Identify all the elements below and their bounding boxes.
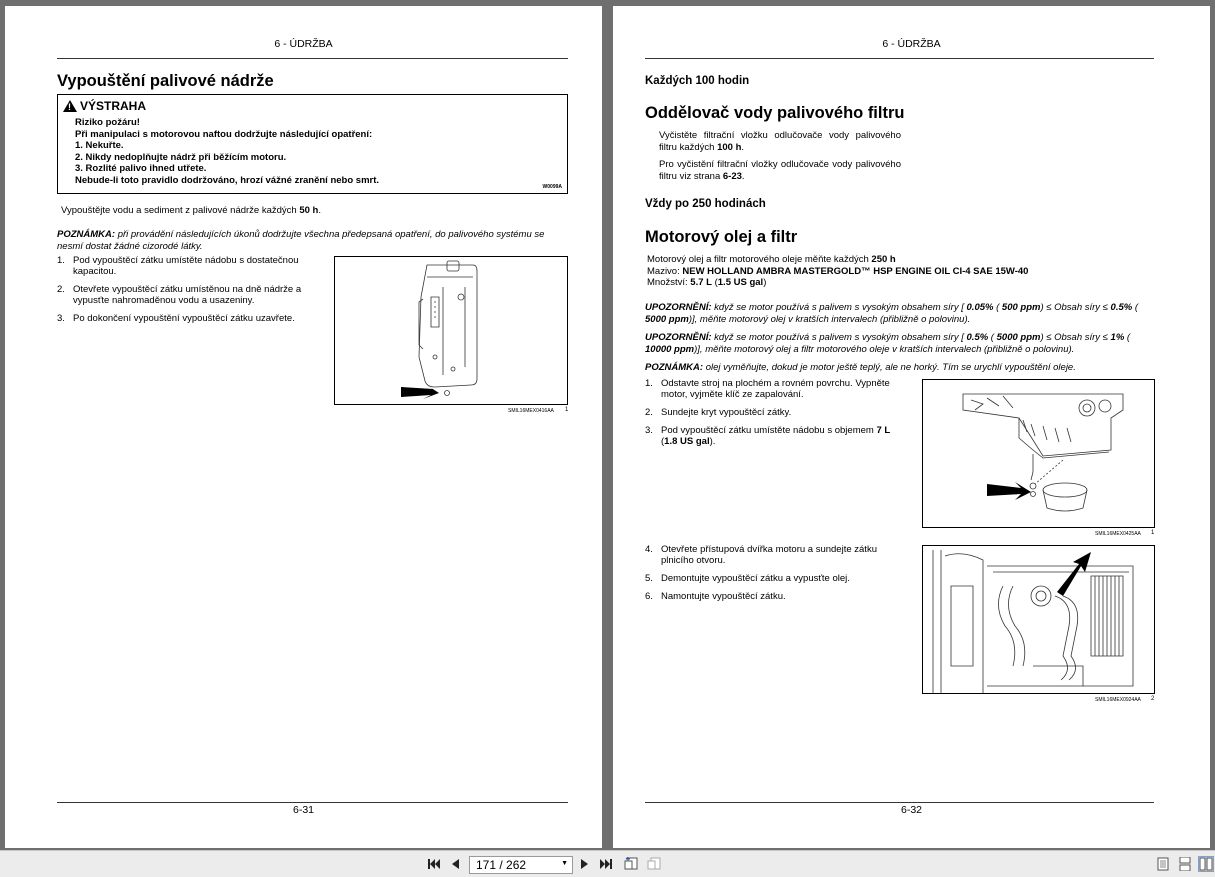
page-number: 6-31 — [292, 804, 314, 816]
filter-paragraph: Vyčistěte filtrační vložku odlučovače vody palivového filtru každých 100 h. — [659, 130, 901, 153]
engine-bay-figure — [922, 545, 1155, 694]
section-title: Motorový olej a filtr — [645, 228, 798, 246]
two-page-icon[interactable] — [1198, 856, 1214, 872]
list-item: 3. Po dokončení vypouštění vypouštěcí zátku uzavřete. — [57, 313, 295, 324]
page-6-31 — [5, 6, 602, 848]
forward-view-icon[interactable] — [645, 856, 663, 872]
warning-line: Při manipulaci s motorovou naftou dodržujte následující opatření: — [75, 128, 373, 140]
oil-spec: Motorový olej a filtr motorového oleje měňte každých 250 h Mazivo: NEW HOLLAND AMBRA MASTERGOLD™ HSP ENGINE OIL CI-4 SAE 15W-40 Množství: 5.7 L (1.5 US gal) — [647, 254, 1029, 288]
first-page-icon[interactable] — [426, 856, 442, 872]
fuel-tank-illustration — [335, 257, 567, 404]
footer-rule — [645, 802, 1154, 803]
viewer-toolbar — [0, 850, 1215, 877]
step-list — [57, 255, 319, 331]
interval-heading: Každých 100 hodin — [645, 75, 750, 87]
caution-paragraph: UPOZORNĚNÍ: když se motor používá s palivem s vysokým obsahem síry [ 0.05% ( 500 ppm) ≤ Obsah síry ≤ 0.5% ( 5000 ppm)], měňte motorový olej v kratších intervalech (přibližně o polovinu). — [645, 302, 1139, 325]
interval-heading: Vždy po 250 hodinách — [645, 198, 766, 210]
step-list — [645, 544, 907, 609]
list-item: 1. Odstavte stroj na plochém a rovném povrchu. Vypněte motor, vyjměte klíč ze zapalování. — [645, 378, 890, 400]
note-paragraph: POZNÁMKA: olej vyměňujte, dokud je motor ještě teplý, ale ne horký. Tím se urychlí vypouštění oleje. — [645, 362, 1076, 373]
figure-code: SMIL16MEX0924AA — [1095, 697, 1141, 703]
figure-number: 1 — [1151, 530, 1155, 536]
warning-line: 2. Nikdy nedoplňujte nádrž při běžícím motoru. — [75, 151, 287, 163]
note-paragraph: POZNÁMKA: při provádění následujících úkonů dodržujte všechna předepsaná opatření, do palivového systému se nesmí dostat žádné cizorodé látky. — [57, 229, 545, 252]
step-list — [645, 378, 907, 454]
oil-pan-figure — [922, 379, 1155, 528]
intro-paragraph: Vypouštějte vodu a sediment z palivové nádrže každých 50 h. — [61, 205, 321, 216]
list-item: 4. Otevřete přístupová dvířka motoru a sundejte zátku plnicího otvoru. — [645, 544, 877, 566]
figure-code: SMIL16MEX0425AA — [1095, 531, 1141, 537]
fuel-tank-figure — [334, 256, 568, 405]
warning-line: 3. Rozlité palivo ihned utřete. — [75, 163, 207, 174]
list-item: 1. Pod vypouštěcí zátku umístěte nádobu s dostatečnou kapacitou. — [57, 255, 299, 277]
warning-line: Riziko požáru! — [75, 117, 140, 128]
header-rule — [645, 58, 1154, 59]
warning-triangle-icon — [63, 100, 77, 112]
chevron-down-icon[interactable]: ▼ — [561, 860, 568, 867]
running-head: 6 - ÚDRŽBA — [882, 38, 941, 50]
figure-code: SMIL16MEX0416AA — [508, 408, 554, 414]
list-item: 6. Namontujte vypouštěcí zátku. — [645, 591, 786, 602]
next-page-icon[interactable] — [578, 856, 592, 872]
page-number-input[interactable]: 171 / 262 ▼ — [469, 856, 573, 874]
filter-reference-paragraph: Pro vyčistění filtrační vložky odlučovače vody palivového filtru viz strana 6-23. — [659, 159, 901, 182]
caution-paragraph: UPOZORNĚNÍ: když se motor používá s palivem s vysokým obsahem síry [ 0.5% ( 5000 ppm) ≤ Obsah síry ≤ 1% ( 10000 ppm)], měňte motorový olej a filtr motorového oleje v kratších intervalech (přibližně o polovinu). — [645, 332, 1131, 355]
warning-heading: VÝSTRAHA — [80, 99, 147, 113]
figure-number: 2 — [1151, 696, 1155, 702]
warning-code: W0099A — [542, 184, 562, 190]
list-item: 5. Demontujte vypouštěcí zátku a vypusťte olej. — [645, 573, 850, 584]
section-title: Vypouštění palivové nádrže — [57, 72, 274, 90]
last-page-icon[interactable] — [598, 856, 614, 872]
warning-line: Nebude-li toto pravidlo dodržováno, hrozí vážné zranění nebo smrt. — [75, 174, 380, 186]
figure-number: 1 — [565, 407, 569, 413]
engine-bay-illustration — [923, 546, 1154, 693]
running-head: 6 - ÚDRŽBA — [274, 38, 333, 50]
page-6-32 — [613, 6, 1210, 848]
section-title: Oddělovač vody palivového filtru — [645, 104, 905, 122]
continuous-icon[interactable] — [1178, 856, 1192, 872]
page-number: 6-32 — [900, 804, 922, 816]
warning-line: 1. Nekuřte. — [75, 140, 124, 151]
list-item: 2. Sundejte kryt vypouštěcí zátky. — [645, 407, 792, 418]
list-item: 3. Pod vypouštěcí zátku umístěte nádobu s objemem 7 L (1.8 US gal). — [645, 425, 891, 447]
single-page-icon[interactable] — [1156, 856, 1170, 872]
back-view-icon[interactable] — [622, 856, 640, 872]
warning-box — [57, 94, 568, 194]
footer-rule — [57, 802, 568, 803]
list-item: 2. Otevřete vypouštěcí zátku umístěnou na dně nádrže a vypusťte nahromaděnou vodu a usazeniny. — [57, 284, 302, 306]
header-rule — [57, 58, 568, 59]
prev-page-icon[interactable] — [448, 856, 462, 872]
oil-pan-illustration — [923, 380, 1154, 527]
